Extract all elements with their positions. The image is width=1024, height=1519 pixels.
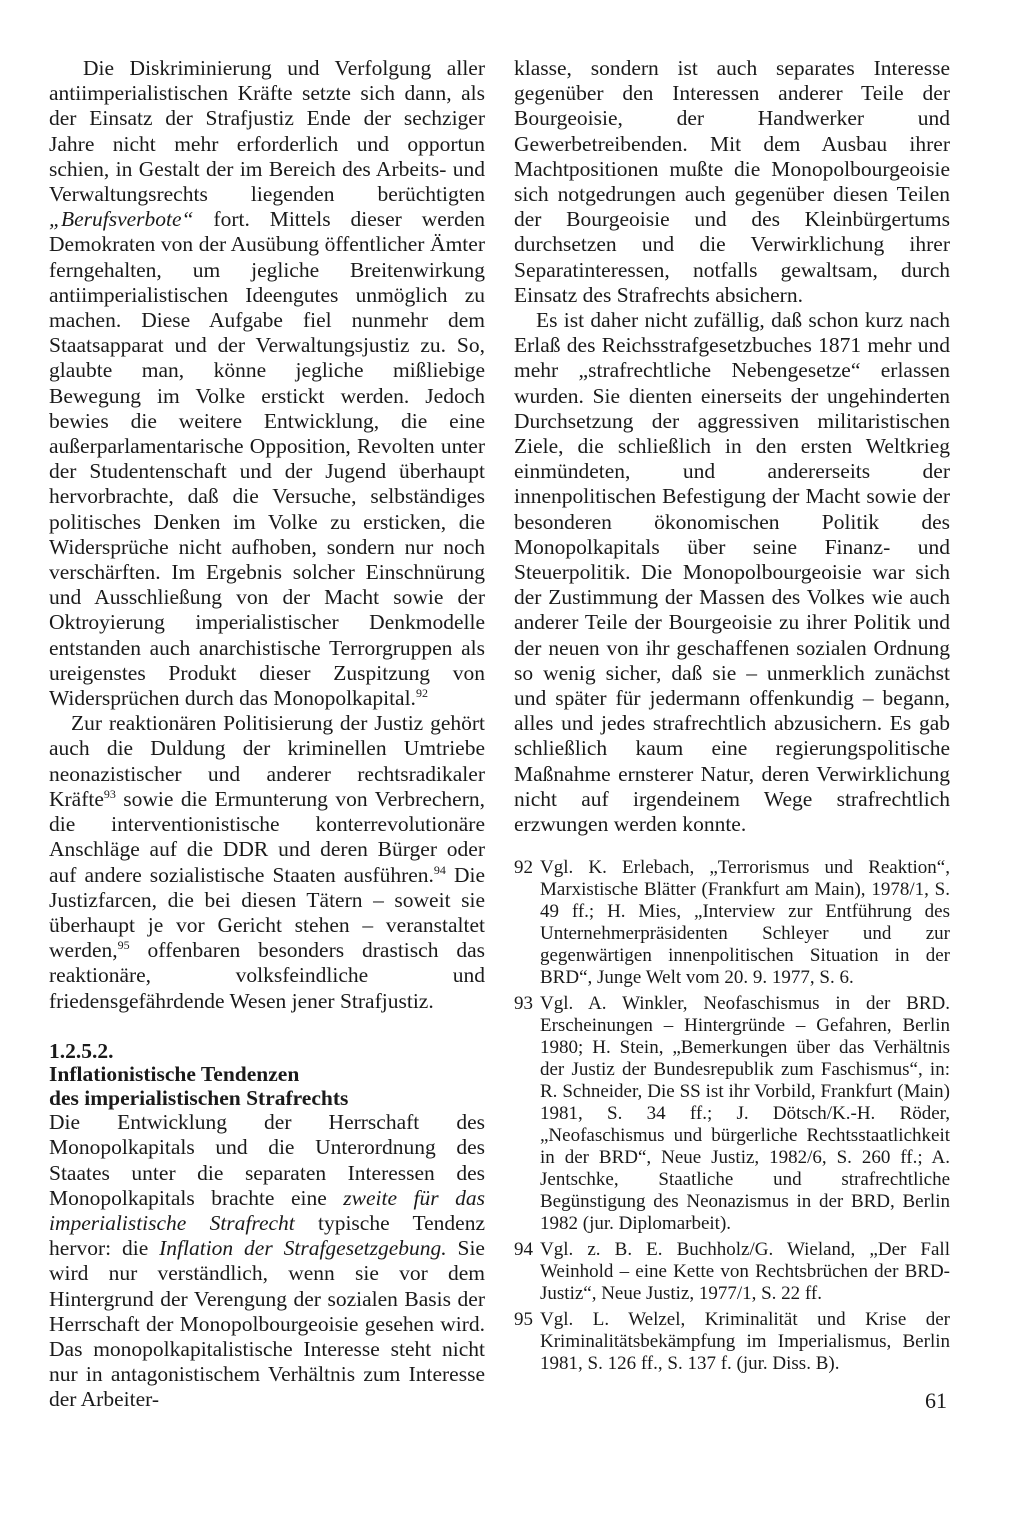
footnote-number: 92 (514, 857, 533, 878)
section-title-line-2: des imperialistischen Strafrechts (49, 1085, 349, 1110)
footnote-ref-93[interactable]: 93 (103, 786, 116, 801)
emphasis-berufsverbote: „Berufsverbote“ (49, 207, 194, 232)
paragraph-text: offenbaren besonders drastisch das reaktionäre, volksfeindliche und friedensgefährdende Wesen jener Strafjustiz. (49, 938, 485, 1013)
paragraph-text: Die Justizfarcen, die bei diesen Tätern – soweit sie überhaupt je vor Gericht stehen – veranstaltet werden, (49, 862, 485, 963)
paragraph-text: Sie wird nur verständlich, wenn sie vor dem Hintergrund der Verengung der sozialen Basis der Herrschaft der Monopolbourgeoisie gesehen wird. Das monopolkapitalistische Interesse steht nicht nur in antagonistischem Verhältnis zum Interesse der Arbeiter- (49, 1236, 485, 1412)
footnote-text: Vgl. K. Erlebach, „Terrorismus und Reaktion“, Marxistische Blätter (Frankfurt am Main), 1978/1, S. 49 ff.; H. Mies, „Interview zur Entführung des Unternehmerpräsidenten Schleyer und zur gegenwärtigen innenpolitischen Situation in der BRD“, Junge Welt vom 20. 9. 1977, S. 6. (540, 857, 950, 988)
section-heading (49, 1040, 485, 1111)
section-number: 1.2.5.2. (49, 1038, 114, 1063)
footnote-93 (514, 993, 950, 1235)
paragraph-text: Die Entwicklung der Herrschaft des Monopolkapitals und die Unterordnung des Staates unter die separaten Interessen des Monopolkapitals brachte eine (49, 1110, 485, 1210)
paragraph-text: typische Tendenz hervor: die (49, 1211, 485, 1261)
footnote-ref-95[interactable]: 95 (117, 937, 130, 952)
footnote-text: Vgl. z. B. E. Buchholz/G. Wieland, „Der Fall Weinhold – eine Kette von Rechtsbrüchen der BRD-Justiz“, Neue Justiz, 1977/1, S. 22 ff. (540, 1239, 950, 1304)
footnotes (514, 857, 950, 1379)
footnote-95 (514, 1309, 950, 1375)
footnote-94 (514, 1239, 950, 1305)
paragraph-berufsverbote (49, 56, 485, 711)
emphasis-inflation: Inflation der Strafgesetzgebung. (159, 1236, 447, 1261)
paragraph-text: sowie die Ermunterung von Verbrechern, die interventionistische konterrevolutionäre Anschläge auf die DDR und deren Bürger oder auf andere sozialistische Staaten ausführen. (49, 786, 485, 887)
right-column (514, 56, 950, 837)
paragraph-text: fort. Mittels dieser werden Demokraten von der Ausübung öffentlicher Ämter ferngehalten, um jegliche Breitenwirkung antiimperialistischen Ideengutes unmöglich zu machen. Diese Aufgabe fiel nunmehr dem Staatsapparat und der Verwaltungsjustiz zu. So, glaubte man, könne jegliche mißliebige Bewegung im Volke erstickt werden. Jedoch bewies die weitere Entwicklung, die eine außerparlamentarische Opposition, Revolten unter der Studentenschaft und der Jugend überhaupt hervorbrachte, daß die Versuche, selbständiges politisches Denken im Volke zu ersticken, die Widersprüche nicht aufhoben, sondern nur noch verschärften. Im Ergebnis solcher Einschnürung und Ausschließung von der Macht sowie der Oktroyierung imperialistischer Denkmodelle entstanden auch anarchistische Terrorgruppen als ureigenstes Produkt dieser Zuspitzung von Widersprüchen durch das Monopolkapital. (49, 207, 485, 711)
footnote-number: 94 (514, 1239, 533, 1260)
footnote-92 (514, 857, 950, 989)
paragraph-text: Zur reaktionären Politisierung der Justiz gehört auch die Duldung der kriminellen Umtriebe neonazistischer und anderer rechtsradikaler Kräfte (49, 711, 485, 811)
footnote-text: Vgl. L. Welzel, Kriminalität und Krise der Kriminalitätsbekämpfung im Imperialismus, Berlin 1981, S. 126 ff., S. 137 f. (jur. Diss. B). (540, 1309, 950, 1374)
paragraph-text: Die Diskriminierung und Verfolgung aller antiimperialistischen Kräfte setzte sich dann, als der Einsatz der Strafjustiz Ende der sechziger Jahre nicht mehr erforderlich und opportun schien, in Gestalt der im Bereich des Arbeits- und Verwaltungsrechts liegenden berüchtigten (49, 56, 485, 207)
footnote-number: 95 (514, 1309, 533, 1330)
paragraph-politisierung (49, 711, 485, 1013)
page-number: 61 (925, 1388, 947, 1413)
paragraph-inflation (49, 1110, 485, 1412)
footnote-number: 93 (514, 993, 533, 1014)
emphasis-zweite-tendenz: zweite für das imperialistische Strafrecht (49, 1185, 485, 1236)
footnote-ref-94[interactable]: 94 (433, 862, 446, 877)
paragraph-nebengesetze: Es ist daher nicht zufällig, daß schon kurz nach Erlaß des Reichsstrafgesetzbuches 1871 mehr und mehr „strafrechtliche Nebengesetze“ erlassen wurden. Sie dienten einerseits der ungehinderten Durchsetzung der aggressiven militaristischen Ziele, die schließlich in den ersten Weltkrieg einmündeten, und andererseits der innenpolitischen Befestigung der Macht sowie der besonderen ökonomischen Politik des Monopolkapitals über seine Finanz- und Steuerpolitik. Die Monopolbourgeoisie war sich der Zustimmung der Massen des Volkes wie auch anderer Teile der Bourgeoisie zu ihrer Politik und der neuen von ihr geschaffenen sozialen Ordnung so wenig sicher, daß sie – unmerklich zunächst und später für jedermann offenkundig – begann, alles und jedes strafrechtlich abzusichern. Es gab schließlich kaum eine regierungspolitische Maßnahme ernsterer Natur, deren Verwirklichung nicht auf irgendeinem Wege strafrechtlich erzwungen werden konnte. (514, 308, 950, 837)
left-column (49, 56, 485, 1413)
paragraph-arbeiterklasse: klasse, sondern ist auch separates Interesse gegenüber den Interessen anderer Teile der Bourgeoisie, der Handwerker und Gewerbetreibenden. Mit dem Ausbau ihrer Machtpositionen mußte die Monopolbourgeoisie sich notgedrungen auch gegenüber diesen Teilen der Bourgeoisie und des Kleinbürgertums durchsetzen und die Verwirklichung ihrer Separatinteressen, notfalls gewaltsam, durch Einsatz des Strafrechts absichern. (514, 56, 950, 307)
footnote-text: Vgl. A. Winkler, Neofaschismus in der BRD. Erscheinungen – Hintergründe – Gefahren, Berlin 1980; H. Stein, „Bemerkungen über das Verhältnis der Justiz der Bundesrepublik zum Faschismus“, in: R. Schneider, Die SS ist ihr Vorbild, Frankfurt (Main) 1981, S. 34 ff.; J. Dötsch/K.-H. Röder, „Neofaschismus und bürgerliche Rechtsstaatlichkeit in der BRD“, Neue Justiz, 1982/6, S. 260 ff.; A. Jentschke, Staatliche und strafrechtliche Begünstigung des Neonazismus in der BRD, Berlin 1982 (jur. Diplomarbeit). (540, 993, 950, 1234)
footnote-ref-92[interactable]: 92 (415, 685, 428, 700)
section-title-line-1: Inflationistische Tendenzen (49, 1062, 300, 1087)
